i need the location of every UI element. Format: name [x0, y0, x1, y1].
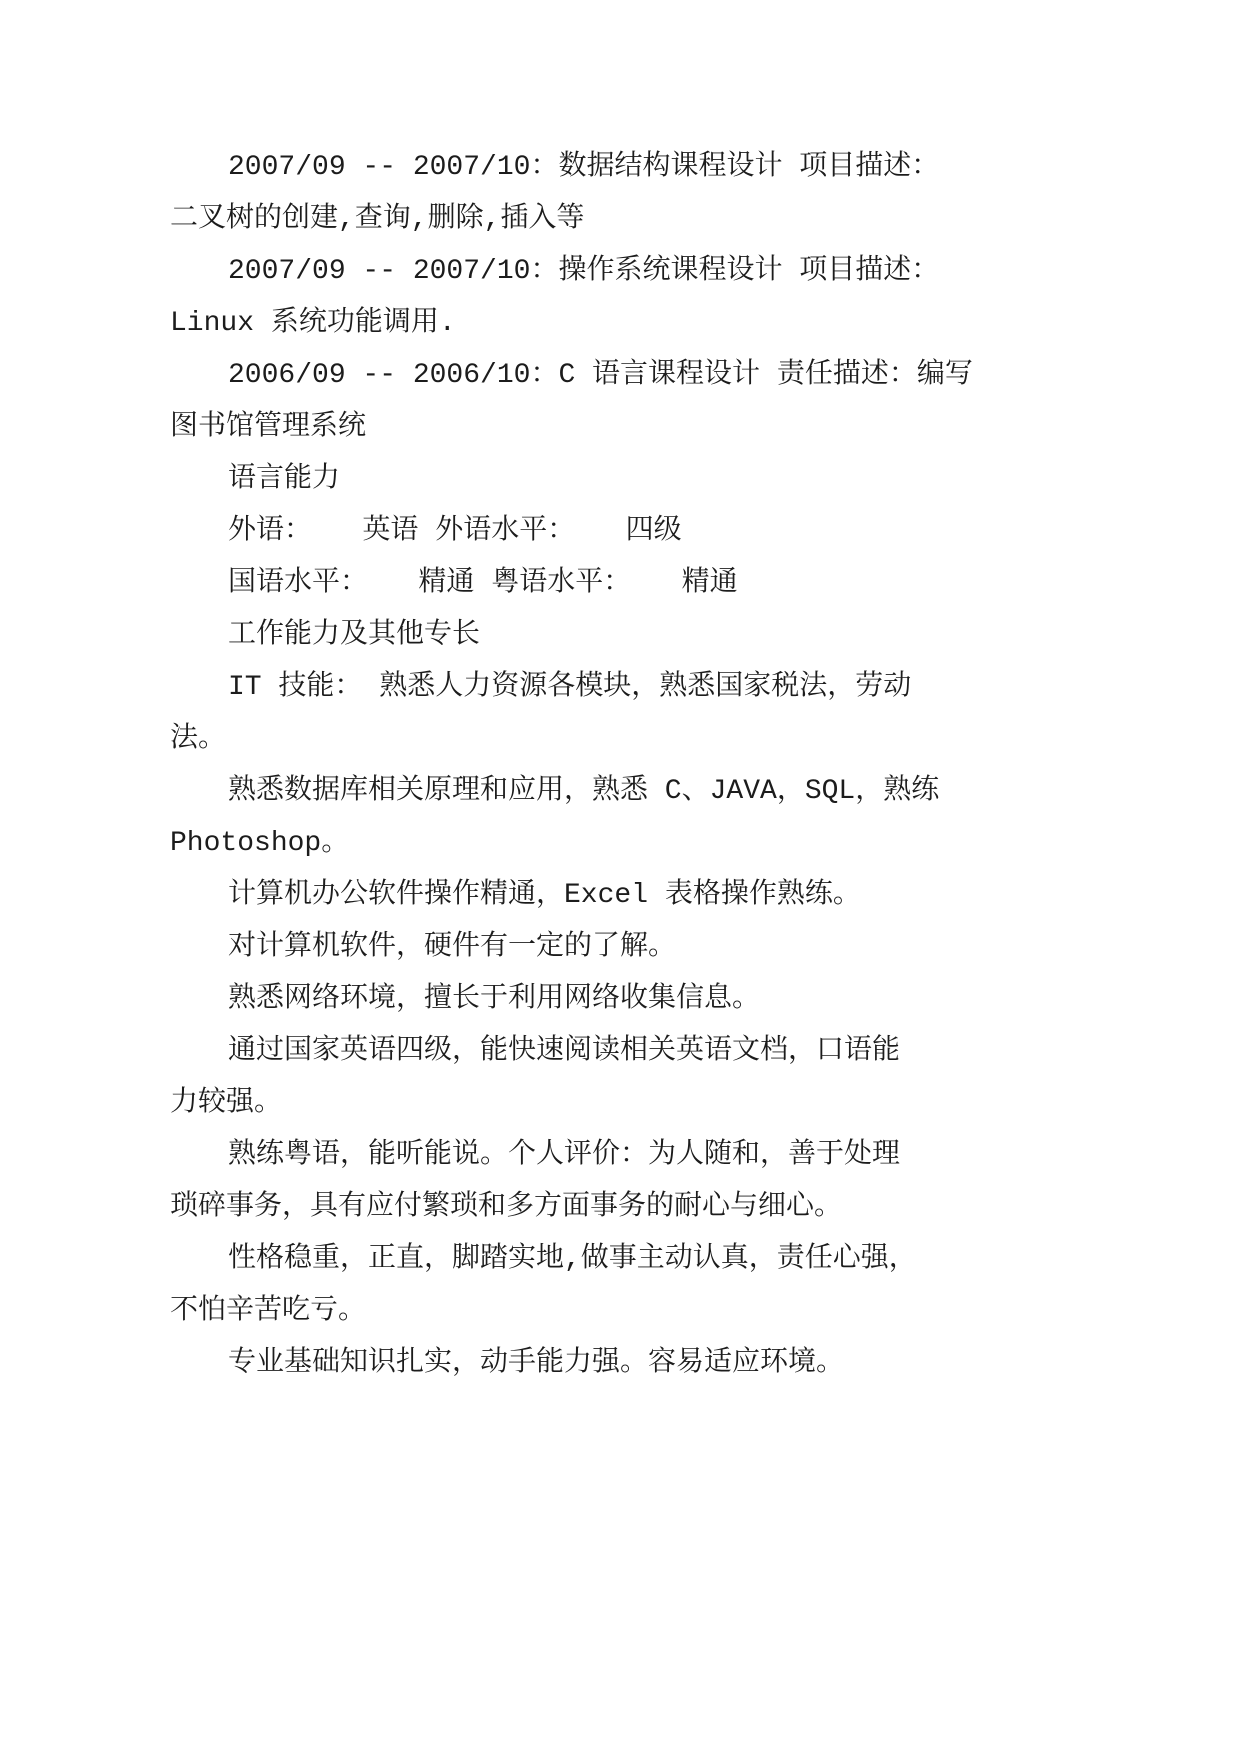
text-line: 对计算机软件，硬件有一定的了解。	[228, 932, 677, 963]
text-line: 法。	[170, 724, 227, 755]
database-skills-paragraph	[170, 766, 1030, 870]
section-heading-skills	[170, 610, 1030, 662]
project-entry-operating-systems	[170, 246, 1030, 350]
project-entry-c-language	[170, 350, 1030, 454]
text-line: 2006/09 -- 2006/10：C 语言课程设计 责任描述：编写	[228, 360, 973, 391]
text-line: 2007/09 -- 2007/10：数据结构课程设计 项目描述：	[228, 152, 940, 183]
text-line: 图书馆管理系统	[170, 412, 367, 443]
office-skills-paragraph	[170, 870, 1030, 922]
section-heading-language-ability	[170, 454, 1030, 506]
text-line: 琐碎事务，具有应付繁琐和多方面事务的耐心与细心。	[170, 1192, 843, 1223]
text-line: Photoshop。	[170, 828, 350, 859]
foreign-language-row	[170, 506, 1030, 558]
english-skills-paragraph	[170, 1026, 1030, 1130]
text-line: 熟悉网络环境，擅长于利用网络收集信息。	[228, 984, 761, 1015]
text-line: 不怕辛苦吃亏。	[170, 1296, 367, 1327]
text-line: Linux 系统功能调用.	[170, 308, 456, 339]
text-line: 2007/09 -- 2007/10：操作系统课程设计 项目描述：	[228, 256, 940, 287]
hardware-skills-paragraph	[170, 922, 1030, 974]
text-line: 力较强。	[170, 1088, 283, 1119]
text-line: 熟悉数据库相关原理和应用，熟悉 C、JAVA，SQL，熟练	[228, 776, 940, 807]
self-evaluation-paragraph	[170, 1130, 1030, 1234]
text-line: 性格稳重，正直，脚踏实地,做事主动认真，责任心强，	[228, 1244, 917, 1275]
personality-paragraph	[170, 1234, 1030, 1338]
it-skills-paragraph	[170, 662, 1030, 766]
section-heading: 语言能力	[228, 464, 341, 495]
text-line: 专业基础知识扎实，动手能力强。容易适应环境。	[228, 1348, 845, 1379]
project-entry-data-structures	[170, 142, 1030, 246]
professional-foundation-paragraph	[170, 1338, 1030, 1390]
section-heading: 工作能力及其他专长	[228, 620, 481, 651]
dialect-row	[170, 558, 1030, 610]
text-line: 国语水平： 精通 粤语水平： 精通	[228, 568, 738, 599]
text-line: 二叉树的创建,查询,删除,插入等	[170, 204, 585, 235]
text-line: 通过国家英语四级，能快速阅读相关英语文档，口语能	[228, 1036, 901, 1067]
network-skills-paragraph	[170, 974, 1030, 1026]
text-line: 计算机办公软件操作精通，Excel 表格操作熟练。	[228, 880, 861, 911]
text-line: IT 技能： 熟悉人力资源各模块，熟悉国家税法，劳动	[228, 672, 912, 703]
document-body	[170, 142, 1030, 1390]
text-line: 熟练粤语，能听能说。个人评价：为人随和，善于处理	[228, 1140, 901, 1171]
text-line: 外语： 英语 外语水平： 四级	[228, 516, 682, 547]
